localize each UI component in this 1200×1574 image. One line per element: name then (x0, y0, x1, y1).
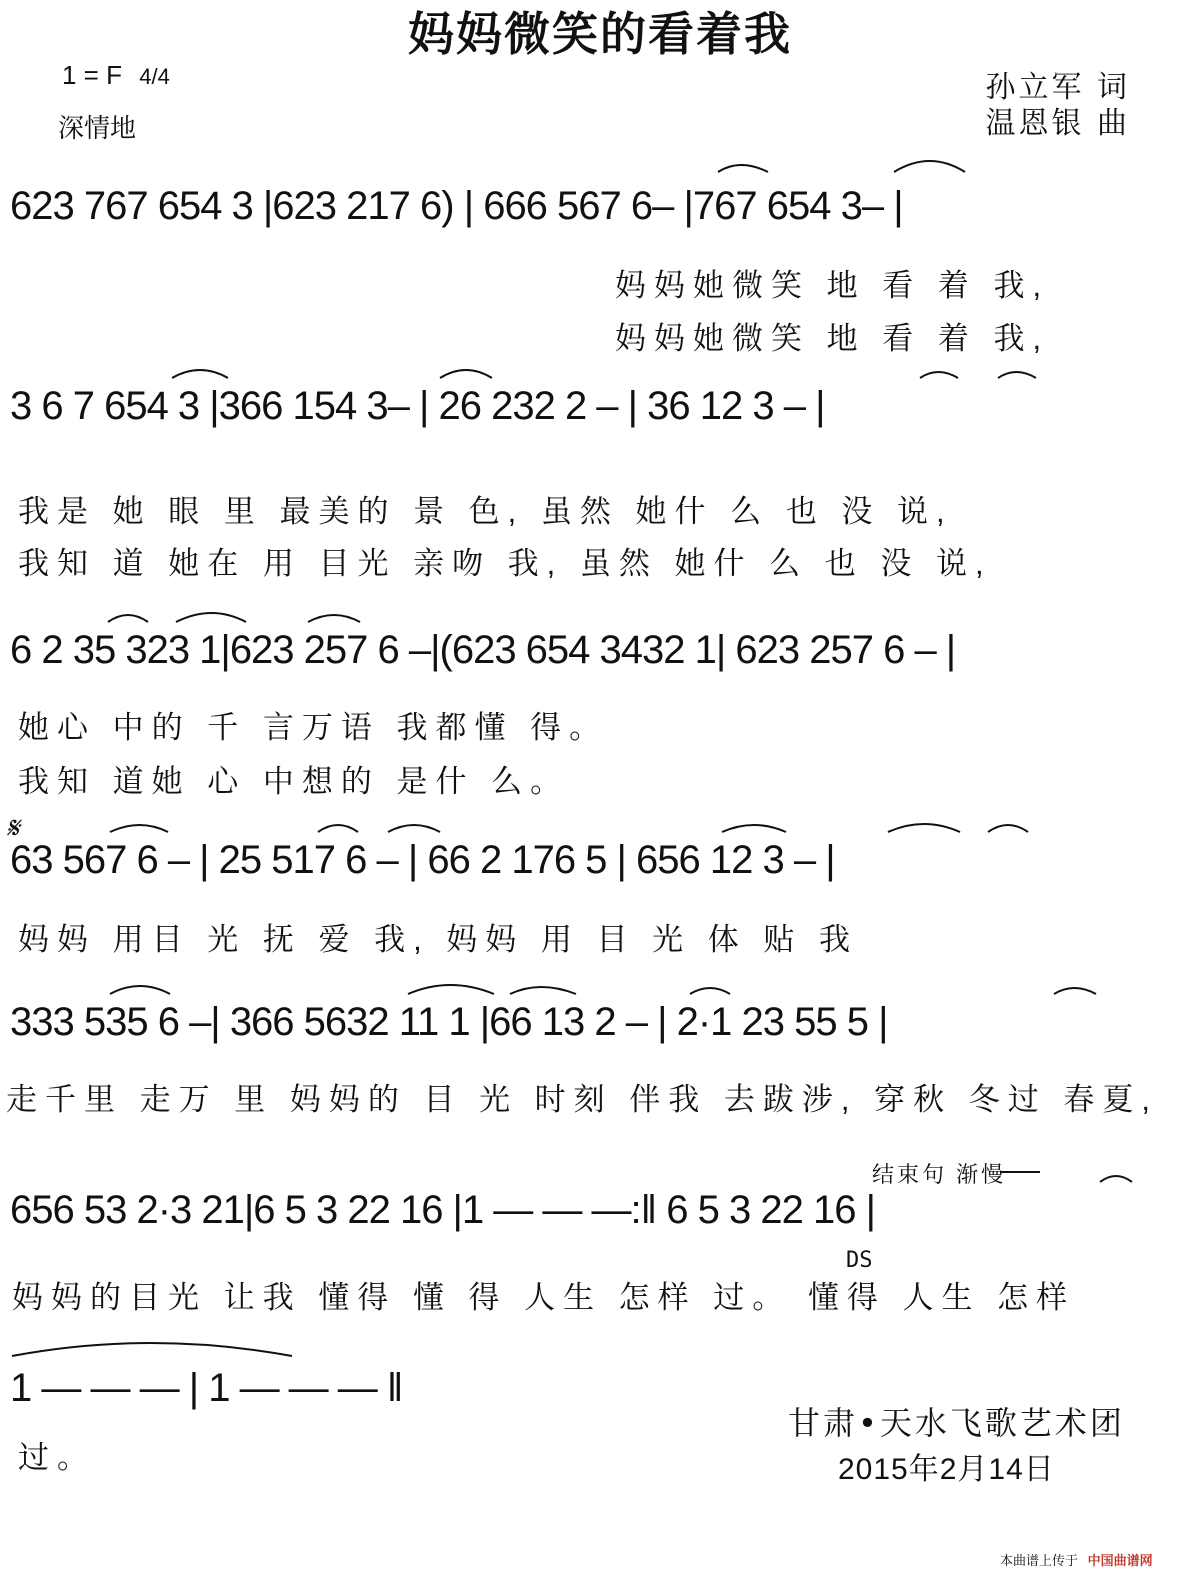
notation-line-4: 63 567 6 – | 25 517 6 – | 66 2 176 5 | 656 12 3 – | (10, 838, 835, 882)
slur-arc (172, 370, 228, 378)
segno-sign: 𝄋 (6, 812, 19, 845)
footer-brand: 中国曲谱网 (1087, 1553, 1153, 1568)
lyrics-line-7: 过。 (18, 1440, 96, 1475)
lyrics-line-2-verse-2: 我知 道 她在 用 目光 亲吻 我, 虽然 她什 么 也 没 说, (18, 546, 992, 581)
slur-arc (1054, 988, 1096, 994)
footer-note: 本曲谱上传于 (1000, 1553, 1079, 1568)
slur-arc (440, 370, 492, 378)
lyrics-line-6: 妈妈的目光 让我 懂得 懂 得 人生 怎样 过。 懂得 人生 怎样 (12, 1280, 1076, 1315)
slur-arc (308, 615, 360, 622)
slur-arc (1100, 1176, 1132, 1182)
slur-arc (176, 613, 246, 622)
slur-arc (388, 825, 440, 832)
lyrics-line-3-verse-2: 我知 道她 心 中想的 是什 么。 (18, 764, 570, 799)
date-credit: 2015年2月14日 (838, 1453, 1055, 1486)
slur-arc (888, 824, 960, 832)
lyrics-line-5: 走千里 走万 里 妈妈的 目 光 时刻 伴我 去跋涉, 穿秋 冬过 春夏, (6, 1082, 1158, 1117)
slur-arc (998, 372, 1036, 378)
notation-line-2: 3 6 7 654 3 |366 154 3– | 26 232 2 – | 36 12 3 – | (10, 384, 825, 428)
key-label: 1 = F (62, 60, 122, 90)
lyrics-line-1-verse-2: 妈妈她微笑 地 看 着 我, (615, 321, 1050, 356)
tempo-mood: 深情地 (58, 113, 137, 143)
slur-arc (408, 985, 494, 994)
slur-arc (318, 825, 358, 832)
time-signature: 4/4 (139, 64, 170, 89)
slur-arc (722, 825, 786, 832)
slur-arc (110, 825, 168, 832)
slur-arc (108, 615, 148, 622)
lyrics-line-4: 妈妈 用目 光 抚 爱 我, 妈妈 用 目 光 体 贴 我 (18, 922, 858, 957)
notation-line-1: 623 767 654 3 |623 217 6) | 666 567 6– |767 654 3– | (10, 184, 903, 228)
composer-credit: 温恩银 曲 (985, 106, 1130, 141)
lyricist-credit: 孙立军 词 (985, 70, 1130, 105)
notation-line-3: 6 2 35 323 1|623 257 6 –|(623 654 3432 1| 623 257 6 – | (10, 628, 956, 672)
slur-arc (894, 161, 965, 172)
slur-arc (718, 165, 768, 172)
song-title: 妈妈微笑的看着我 (408, 7, 792, 61)
slur-arc (988, 825, 1028, 832)
slur-arc (110, 986, 170, 994)
notation-line-7: 1 — — — | 1 — — — ‖ (10, 1366, 403, 1410)
tie-arc (12, 1343, 292, 1356)
notation-line-6: 656 53 2·3 21|6 5 3 22 16 |1 — — —:‖ 6 5 3 22 16 | (10, 1188, 875, 1232)
lyrics-line-3-verse-1: 她心 中的 千 言万语 我都懂 得。 (18, 710, 609, 745)
slur-arc (510, 987, 576, 994)
troupe-credit: 甘肃•天水飞歌艺术团 (788, 1404, 1125, 1442)
lyrics-line-1-verse-1: 妈妈她微笑 地 看 着 我, (615, 268, 1050, 303)
ds-marking: DS (846, 1248, 873, 1273)
notation-line-5: 333 535 6 –| 366 5632 11 1 |66 13 2 – | 2·1 23 55 5 | (10, 1000, 888, 1044)
lyrics-line-2-verse-1: 我是 她 眼 里 最美的 景 色, 虽然 她什 么 也 没 说, (18, 494, 953, 529)
slur-arc (920, 372, 958, 378)
ending-marking: 结束句 渐慢 (872, 1162, 1007, 1187)
slur-arc (690, 988, 730, 994)
